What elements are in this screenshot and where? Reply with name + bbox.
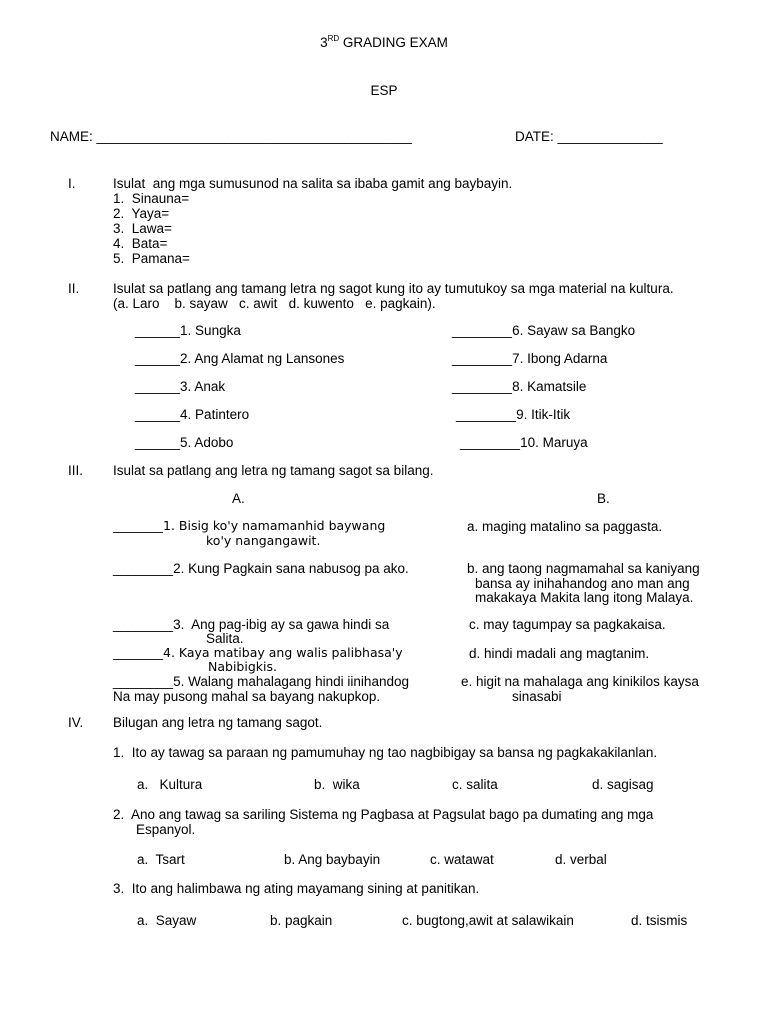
title-text: GRADING EXAM <box>339 35 448 50</box>
question-2: 2. Ano ang tawag sa sariling Sistema ng Pagbasa at Pagsulat bago pa dumating ang mga <box>113 807 654 822</box>
part2-item: ________10. Maruya <box>460 435 588 450</box>
answer-choice[interactable]: c. salita <box>452 777 498 792</box>
column-a-item-cont: Salita. <box>206 631 244 646</box>
part2-item: ______4. Patintero <box>135 407 250 422</box>
column-a-item: ________5. Walang mahalagang hindi iinihandog <box>113 674 409 689</box>
date-field[interactable]: DATE: ______________ <box>515 129 663 144</box>
part2-item: ______5. Adobo <box>135 435 234 450</box>
part2-item: ________9. Itik-Itik <box>456 407 571 422</box>
column-a-item: ________4. Kaya matibay ang walis palibhasa'y <box>113 645 403 660</box>
column-b-item: c. may tagumpay sa pagkakaisa. <box>469 617 666 632</box>
part2-numeral: II. <box>68 281 80 296</box>
part3-instruction: Isulat sa patlang ang letra ng tamang sagot sa bilang. <box>113 463 434 478</box>
column-a-item: ________1. Bisig ko'y namamanhid baywang <box>113 518 386 533</box>
column-b-item: b. ang taong nagmamahal sa kaniyang <box>467 561 700 576</box>
part2-item: ________6. Sayaw sa Bangko <box>452 323 636 338</box>
part2-item: ________8. Kamatsile <box>452 379 587 394</box>
column-a-item-cont: Na may pusong mahal sa bayang nakupkop. <box>113 689 381 704</box>
part2-item: ______2. Ang Alamat ng Lansones <box>135 351 345 366</box>
column-b-heading: B. <box>597 491 610 506</box>
part2-item: ______1. Sungka <box>135 323 241 338</box>
answer-choice[interactable]: d. verbal <box>555 852 607 867</box>
answer-choice[interactable]: d. tsismis <box>631 913 688 928</box>
column-b-item-cont: makakaya Makita lang itong Malaya. <box>475 590 694 605</box>
part2-choices: (a. Laro b. sayaw c. awit d. kuwento e. pagkain). <box>113 296 436 311</box>
question-3: 3. Ito ang halimbawa ng ating mayamang sining at panitikan. <box>113 881 480 896</box>
column-b-item: a. maging matalino sa paggasta. <box>467 519 663 534</box>
answer-choice[interactable]: d. sagisag <box>592 777 654 792</box>
title-number: 3 <box>320 35 328 50</box>
column-a-item: ________3. Ang pag-ibig ay sa gawa hindi sa <box>113 617 390 632</box>
title-superscript: RD <box>327 34 340 43</box>
column-a-heading: A. <box>232 491 245 506</box>
part4-instruction: Bilugan ang letra ng tamang sagot. <box>113 715 323 730</box>
answer-choice[interactable]: b. Ang baybayin <box>284 852 381 867</box>
column-a-item-cont: Nabibigkis. <box>208 659 277 674</box>
subject-title: ESP <box>370 83 398 98</box>
column-a-item-cont: ko'y nangangawit. <box>206 533 321 548</box>
part1-item: 5. Pamana= <box>113 251 190 266</box>
part1-item: 1. Sinauna= <box>113 191 190 206</box>
part1-item: 3. Lawa= <box>113 221 172 236</box>
question-2-cont: Espanyol. <box>136 822 196 837</box>
answer-choice[interactable]: b. wika <box>314 777 360 792</box>
part1-instruction: Isulat ang mga sumusunod na salita sa ibaba gamit ang baybayin. <box>113 176 513 191</box>
part2-item: ________7. Ibong Adarna <box>452 351 608 366</box>
exam-title <box>0 36 768 50</box>
answer-choice[interactable]: a. Sayaw <box>137 913 197 928</box>
part1-item: 4. Bata= <box>113 236 168 251</box>
column-b-item: d. hindi madali ang magtanim. <box>469 646 650 661</box>
part2-instruction: Isulat sa patlang ang tamang letra ng sagot kung ito ay tumutukoy sa mga material na kultura. <box>113 281 674 296</box>
question-1: 1. Ito ay tawag sa paraan ng pamumuhay ng tao nagbibigay sa bansa ng pagkakakilanlan. <box>113 745 658 760</box>
answer-choice[interactable]: a. Kultura <box>137 777 203 792</box>
column-b-item-cont: bansa ay inihahandog ano man ang <box>475 576 690 591</box>
column-a-item: ________2. Kung Pagkain sana nabusog pa ako. <box>113 561 409 576</box>
column-b-item: e. higit na mahalaga ang kinikilos kaysa <box>461 674 699 689</box>
part3-numeral: III. <box>68 463 84 478</box>
part1-numeral: I. <box>68 176 76 191</box>
answer-choice[interactable]: a. Tsart <box>137 852 185 867</box>
answer-choice[interactable]: c. watawat <box>430 852 494 867</box>
part2-item: ______3. Anak <box>135 379 226 394</box>
answer-choice[interactable]: c. bugtong,awit at salawikain <box>402 913 574 928</box>
name-field[interactable]: NAME: __________________________________________ <box>50 129 412 144</box>
part4-numeral: IV. <box>68 715 84 730</box>
column-b-item-cont: sinasabi <box>512 689 562 704</box>
answer-choice[interactable]: b. pagkain <box>270 913 333 928</box>
part1-item: 2. Yaya= <box>113 206 170 221</box>
